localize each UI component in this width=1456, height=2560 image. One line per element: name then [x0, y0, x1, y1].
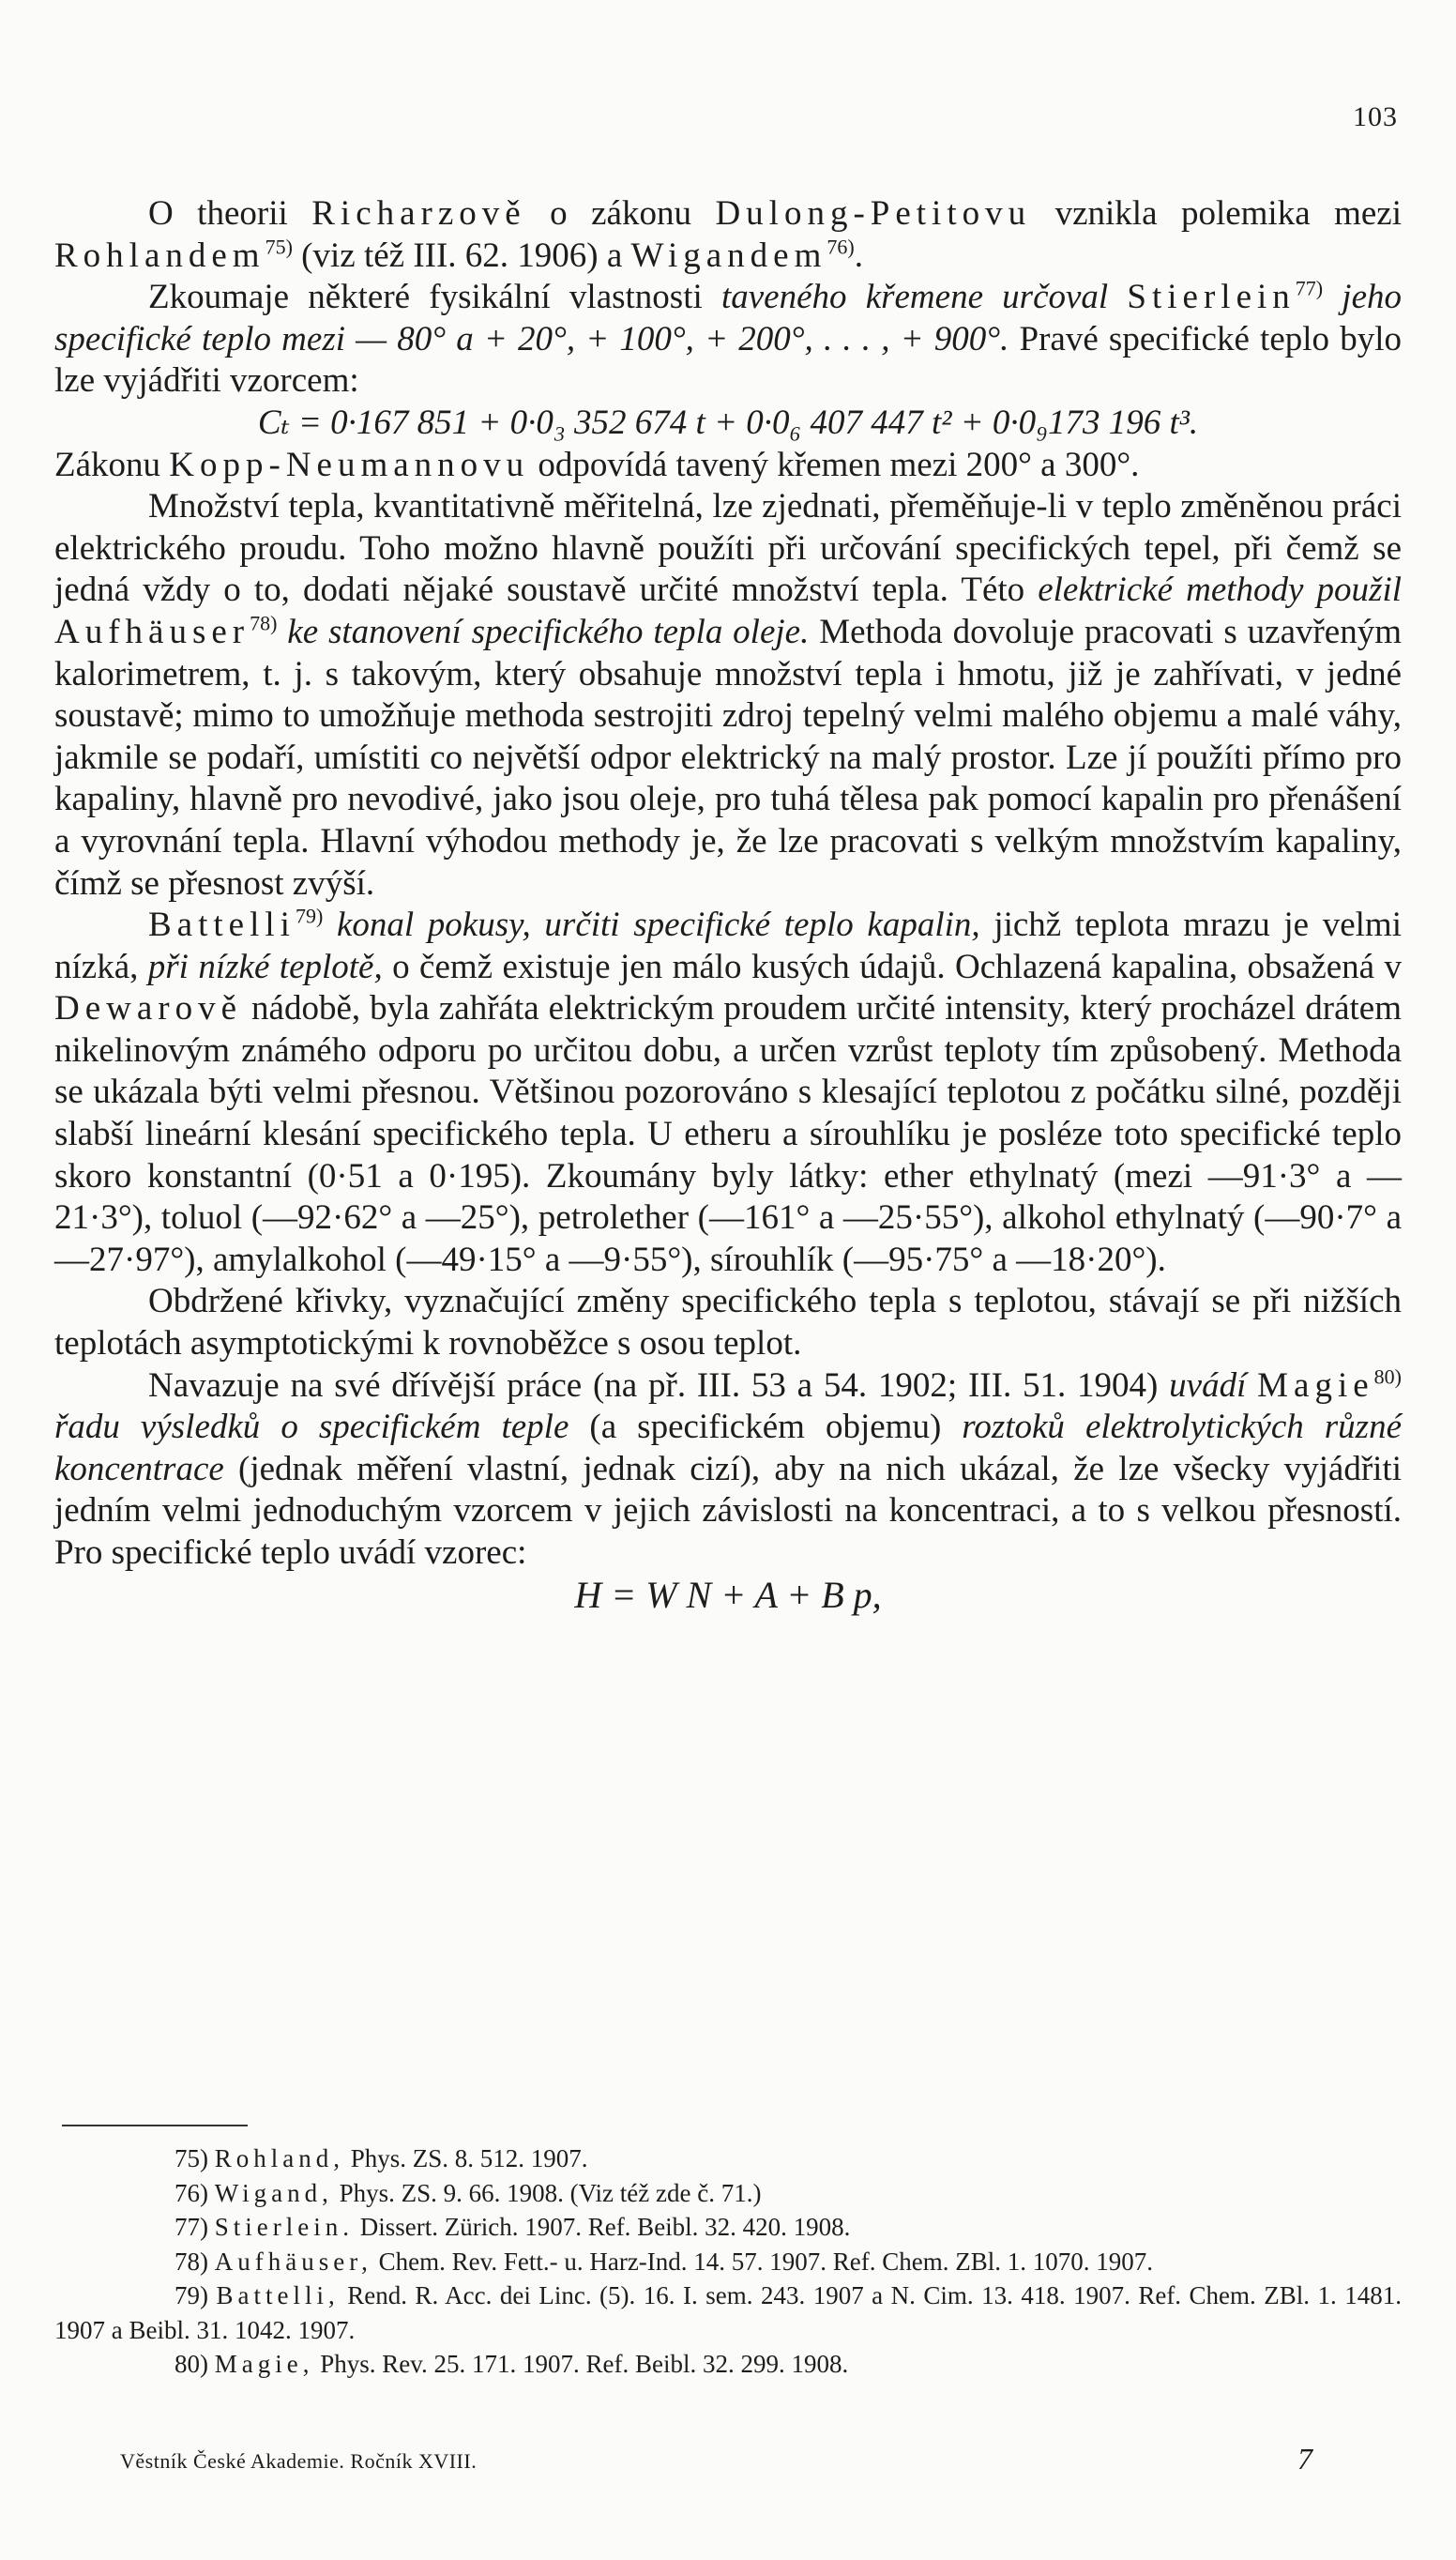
sheet-number: 7 [1297, 2442, 1312, 2476]
author-name: Dewarově [54, 989, 243, 1029]
main-text [54, 193, 1402, 1616]
author-name: Wigandem [630, 236, 827, 275]
footnote-divider [62, 2125, 248, 2126]
journal-footer: Věstník České Akademie. Ročník XVIII. [120, 2449, 478, 2473]
formula-h: H = W N + A + B p, [574, 1573, 882, 1616]
law-name: Dulong-Petitovu [715, 194, 1032, 233]
footnote-item: 76) Wigand, Phys. ZS. 9. 66. 1908. (Viz též zde č. 71.) [174, 2178, 762, 2207]
author-name: Rohlandem [54, 236, 265, 275]
author-name: Magie [1257, 1365, 1374, 1405]
footnote-item: 80) Magie, Phys. Rev. 25. 171. 1907. Ref. Beibl. 32. 299. 1908. [174, 2350, 849, 2378]
footnote-ref: 79) [295, 904, 324, 928]
footnote-ref: 78) [250, 611, 278, 635]
paragraph-6: Obdržené křivky, vyznačující změny specifického tepla s teplotou, stávají se při nižších teplotách asymptotickými k rovnoběžce s osou teplot. [54, 1282, 1402, 1364]
author-name: Stierlein [1127, 278, 1296, 317]
paragraph-4: Množství tepla, kvantitativně měřitelná, lze zjednati, přeměňuje-li v teplo změněnou práci elektrického proudu. Toho možno hlavně použíti při určování specifických tepel, při čemž se jedná vždy o to, dodati nějaké soustavě určité množství tepla. Této elektrické methody použil Aufhäuser$^{78)}$ ke stanovení specifického tepla oleje. Methoda dovoluje pracovati s uzavřeným kalorimetrem, t. j. s takovým, který obsahuje množství tepla i hmotu, již je zahřívati, v jedné soustavě; mimo to umožňuje methoda sestrojiti zdroj tepelný velmi malého objemu a malé váhy, jakmile se podaří, umístiti co největší odpor elektrický na malý prostor. Lze jí použíti přímo pro kapaliny, hlavně pro nevodivé, jako jsou oleje, pro tuhá tělesa pak pomocí kapalin pro přenášení a vyrovnání tepla. Hlavní výhodou methody je, že lze pracovati s velkým množstvím kapaliny, čímž se přesnost zvýší. [54, 487, 1403, 903]
author-name: Aufhäuser [54, 612, 250, 651]
page-number: 103 [1353, 101, 1398, 132]
paragraph-5: Battelli$^{79)}$ konal pokusy, určiti specifické teplo kapalin, jichž teplota mrazu je velmi nízká, při nízké teplotě, o čemž existuje jen málo kusých údajů. Ochlazená kapalina, obsažená v Dewarově nádobě, byla zahřáta elektrickým proudem určité intensity, který procházel drátem nikelinovým známého odporu po určitou dobu, a určen vzrůst teploty tím způsobený. Methoda se ukázala býti velmi přesnou. Většinou pozorováno s klesající teplotou z počátku silné, později slabší lineární klesání specifického tepla. U etheru a sírouhlíku je posléze toto specifické teplo skoro konstantní (0·51 a 0·195). Zkoumány byly látky: ether ethylnatý (mezi —91·3° a —21·3°), toluol (—92·62° a —25°), petrolether (—161° a —25·55°), alkohol ethylnatý (—90·7° a —27·97°), amylalkohol (—49·15° a —9·55°), sírouhlík (—95·75° a —18·20°). [54, 904, 1403, 1279]
footnotes [54, 2141, 1402, 2382]
footnote-item: 77) Stierlein. Dissert. Zürich. 1907. Ref. Beibl. 32. 420. 1908. [174, 2213, 851, 2241]
paragraph-2: Zkoumaje některé fysikální vlastnosti taveného křemene určoval Stierlein$^{77)}$ jeho specifické teplo mezi — 80° a + 20°, + 100°, + 200°, . . . , + 900°. Pravé specifické teplo bylo lze vyjádřiti vzorcem: [54, 276, 1402, 401]
footnote-item: 79) Battelli, Rend. R. Acc. dei Linc. (5). 16. I. sem. 243. 1907 a N. Cim. 13. 418. 1907. Ref. Chem. ZBl. 1. 1481. 1907 a Beibl. 31. 1042. 1907. [54, 2281, 1402, 2344]
footnote-ref: 75) [265, 235, 293, 259]
footnote-ref: 80) [1373, 1364, 1402, 1389]
footnote-item: 75) Rohland, Phys. ZS. 8. 512. 1907. [174, 2144, 588, 2172]
paragraph-3: Zákonu Kopp-Neumannovu odpovídá tavený křemen mezi 200° a 300°. [54, 445, 1140, 484]
footnote-ref: 76) [827, 235, 855, 259]
footnote-item: 78) Aufhäuser, Chem. Rev. Fett.- u. Harz-Ind. 14. 57. 1907. Ref. Chem. ZBl. 1. 1070. 1907. [174, 2247, 1154, 2276]
paragraph-7: Navazuje na své dřívější práce (na př. III. 53 a 54. 1902; III. 51. 1904) uvádí Magie$^{80)}$ řadu výsledků o specifickém teple (a specifickém objemu) roztoků elektrolytických různé koncentrace (jednak měření vlastní, jednak cizí), aby na nich ukázal, že lze všecky vyjádřiti jedním velmi jednoduchým vzorcem v jejich závislosti na koncentraci, a to s velkou přesností. Pro specifické teplo uvádí vzorec: [54, 1364, 1403, 1572]
author-name: Battelli [148, 906, 296, 945]
formula-specific-heat: Cₜ = 0·167 851 + 0·0₃ 352 674 t + 0·0₆ 407 447 t² + 0·0₉173 196 t³. [257, 403, 1199, 442]
footnote-ref: 77) [1295, 276, 1324, 300]
law-name: Kopp-Neumannovu [169, 445, 530, 484]
paragraph-1: O theorii Richarzově o zákonu Dulong-Petitovu vznikla polemika mezi Rohlandem$^{75)}$ (viz též III. 62. 1906) a Wigandem$^{76)}$. [54, 194, 1402, 275]
author-name: Richarzově [311, 194, 526, 233]
